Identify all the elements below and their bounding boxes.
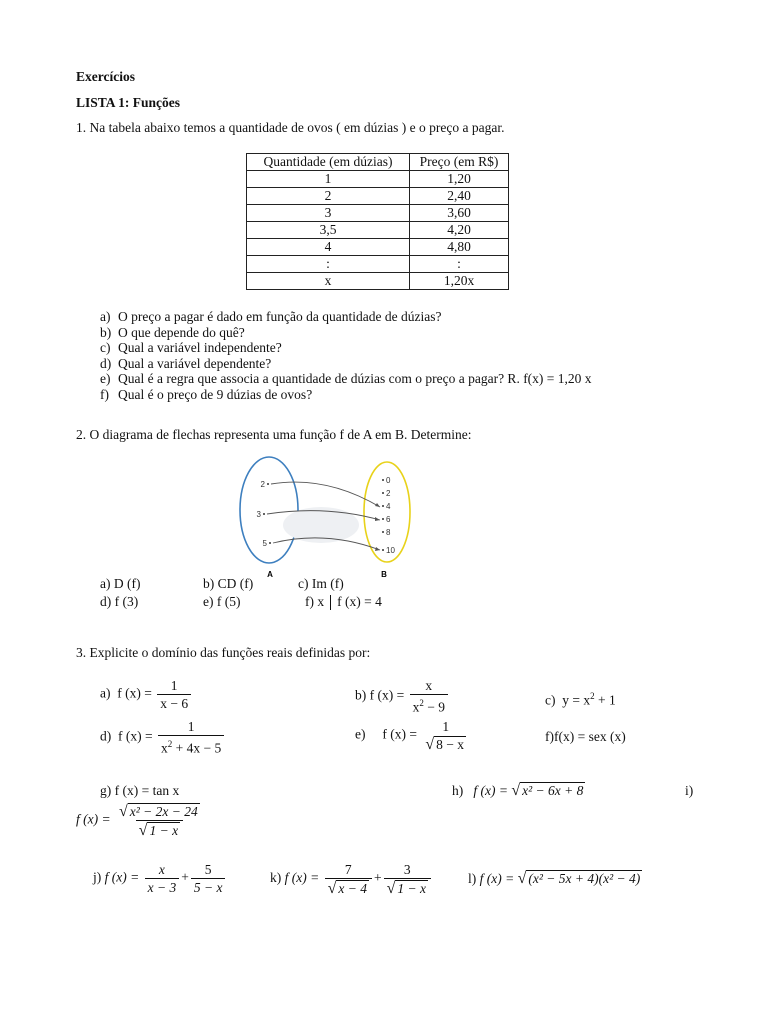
set-b-item: 4 [386, 502, 391, 511]
q3-item-g: g) f (x) = tan x [100, 783, 180, 798]
q3-item-b: b) f (x) = $\frac{x}{x^2 - 9}$ [355, 678, 450, 715]
q2-item-e: e) f (5) [203, 594, 241, 609]
set-b-label: B [381, 570, 387, 579]
q3-item-h: h) f (x) = √ x² − 6x + 8 [452, 782, 584, 799]
list-item: c) Qual a variável independente? [100, 340, 282, 355]
table-cell: x [247, 273, 410, 290]
table-cell: 4,20 [410, 222, 509, 239]
price-table [246, 153, 509, 290]
table-cell: 4 [247, 239, 410, 256]
list-item: a) O preço a pagar é dado em função da quantidade de dúzias? [100, 309, 442, 324]
q2-item-f: f) x f (x) = 4 [305, 594, 382, 609]
set-a-label: A [267, 570, 273, 579]
table-cell: 1,20 [410, 171, 509, 188]
question-1-text: 1. Na tabela abaixo temos a quantidade de ovos ( em dúzias ) e o preço a pagar. [76, 120, 505, 135]
q2-item-a: a) D (f) [100, 576, 141, 591]
question-3-text: 3. Explicite o domínio das funções reais definidas por: [76, 645, 371, 660]
q3-item-e: e) f (x) = 1 √ 8 − x [355, 719, 465, 753]
table-cell: 2 [247, 188, 410, 205]
table-cell: : [410, 256, 509, 273]
set-b-item: 0 [386, 476, 391, 485]
set-a-item: 2 [260, 480, 265, 489]
list-item: e) Qual é a regra que associa a quantidade de dúzias com o preço a pagar? R. f(x) = 1,20 x [100, 371, 592, 386]
table-row [247, 273, 509, 290]
table-cell: 3,5 [247, 222, 410, 239]
q3-item-l: l) f (x) = √ (x² − 5x + 4)(x² − 4) [468, 870, 641, 887]
table-row [247, 222, 509, 239]
table-header-cell: Quantidade (em dúzias) [247, 154, 410, 171]
q3-item-c: c) $y = x^2 + 1$ [545, 691, 616, 708]
list-item: b) O que depende do quê? [100, 324, 245, 340]
q3-item-f: f)f(x) = sex (x) [545, 729, 626, 744]
q2-item-b: b) CD (f) [203, 576, 254, 591]
q3-item-i-label: i) [685, 783, 694, 798]
set-a-ellipse [240, 457, 298, 563]
question-2-text: 2. O diagrama de flechas representa uma função f de A em B. Determine: [76, 427, 472, 442]
set-b-item: 10 [386, 546, 395, 555]
table-cell: 1 [247, 171, 410, 188]
q3-item-i: f (x) = $\frac{\text{√ x² − 2x − 24}}{√ 1 - x}$ [76, 803, 198, 839]
table-cell: 3 [247, 205, 410, 222]
q2-item-c: c) Im (f) [298, 576, 344, 591]
table-row [247, 171, 509, 188]
q2-item-d: d) f (3) [100, 594, 139, 609]
q3-item-d: d) f (x) = $\frac{1}{x^2 + 4x - 5}$ [100, 719, 226, 756]
table-row [247, 188, 509, 205]
set-a-item: 5 [262, 539, 267, 548]
set-b-item: 6 [386, 515, 391, 524]
table-row [247, 239, 509, 256]
table-row [247, 205, 509, 222]
list-title: LISTA 1: Funções [76, 95, 181, 110]
arrow-diagram [236, 455, 416, 580]
set-a-item: 3 [256, 510, 261, 519]
q3-item-a: a) f (x) = $\frac{1}{x - 6}$ [100, 678, 193, 711]
table-row [247, 256, 509, 273]
table-cell: : [247, 256, 410, 273]
table-cell: 4,80 [410, 239, 509, 256]
list-item: d) Qual a variável dependente? [100, 355, 272, 371]
q3-item-j: j) f (x) = $\frac{x}{x - 3}$ + $\frac{5}{5 - x}$ [93, 862, 227, 895]
set-b-item: 2 [386, 489, 391, 498]
table-cell: 1,20x [410, 273, 509, 290]
table-header-row [247, 154, 509, 171]
table-cell: 2,40 [410, 188, 509, 205]
table-header-cell: Preço (em R$) [410, 154, 509, 171]
page-title: Exercícios [76, 69, 135, 84]
set-b-item: 8 [386, 528, 391, 537]
question-1-items [100, 309, 592, 402]
q3-item-k: k) f (x) = $\frac{7}{√ x - 4}$ + $\frac{3}{√ 1 - x}$ [270, 862, 433, 896]
list-item: f) Qual é o preço de 9 dúzias de ovos? [100, 386, 313, 402]
table-cell: 3,60 [410, 205, 509, 222]
